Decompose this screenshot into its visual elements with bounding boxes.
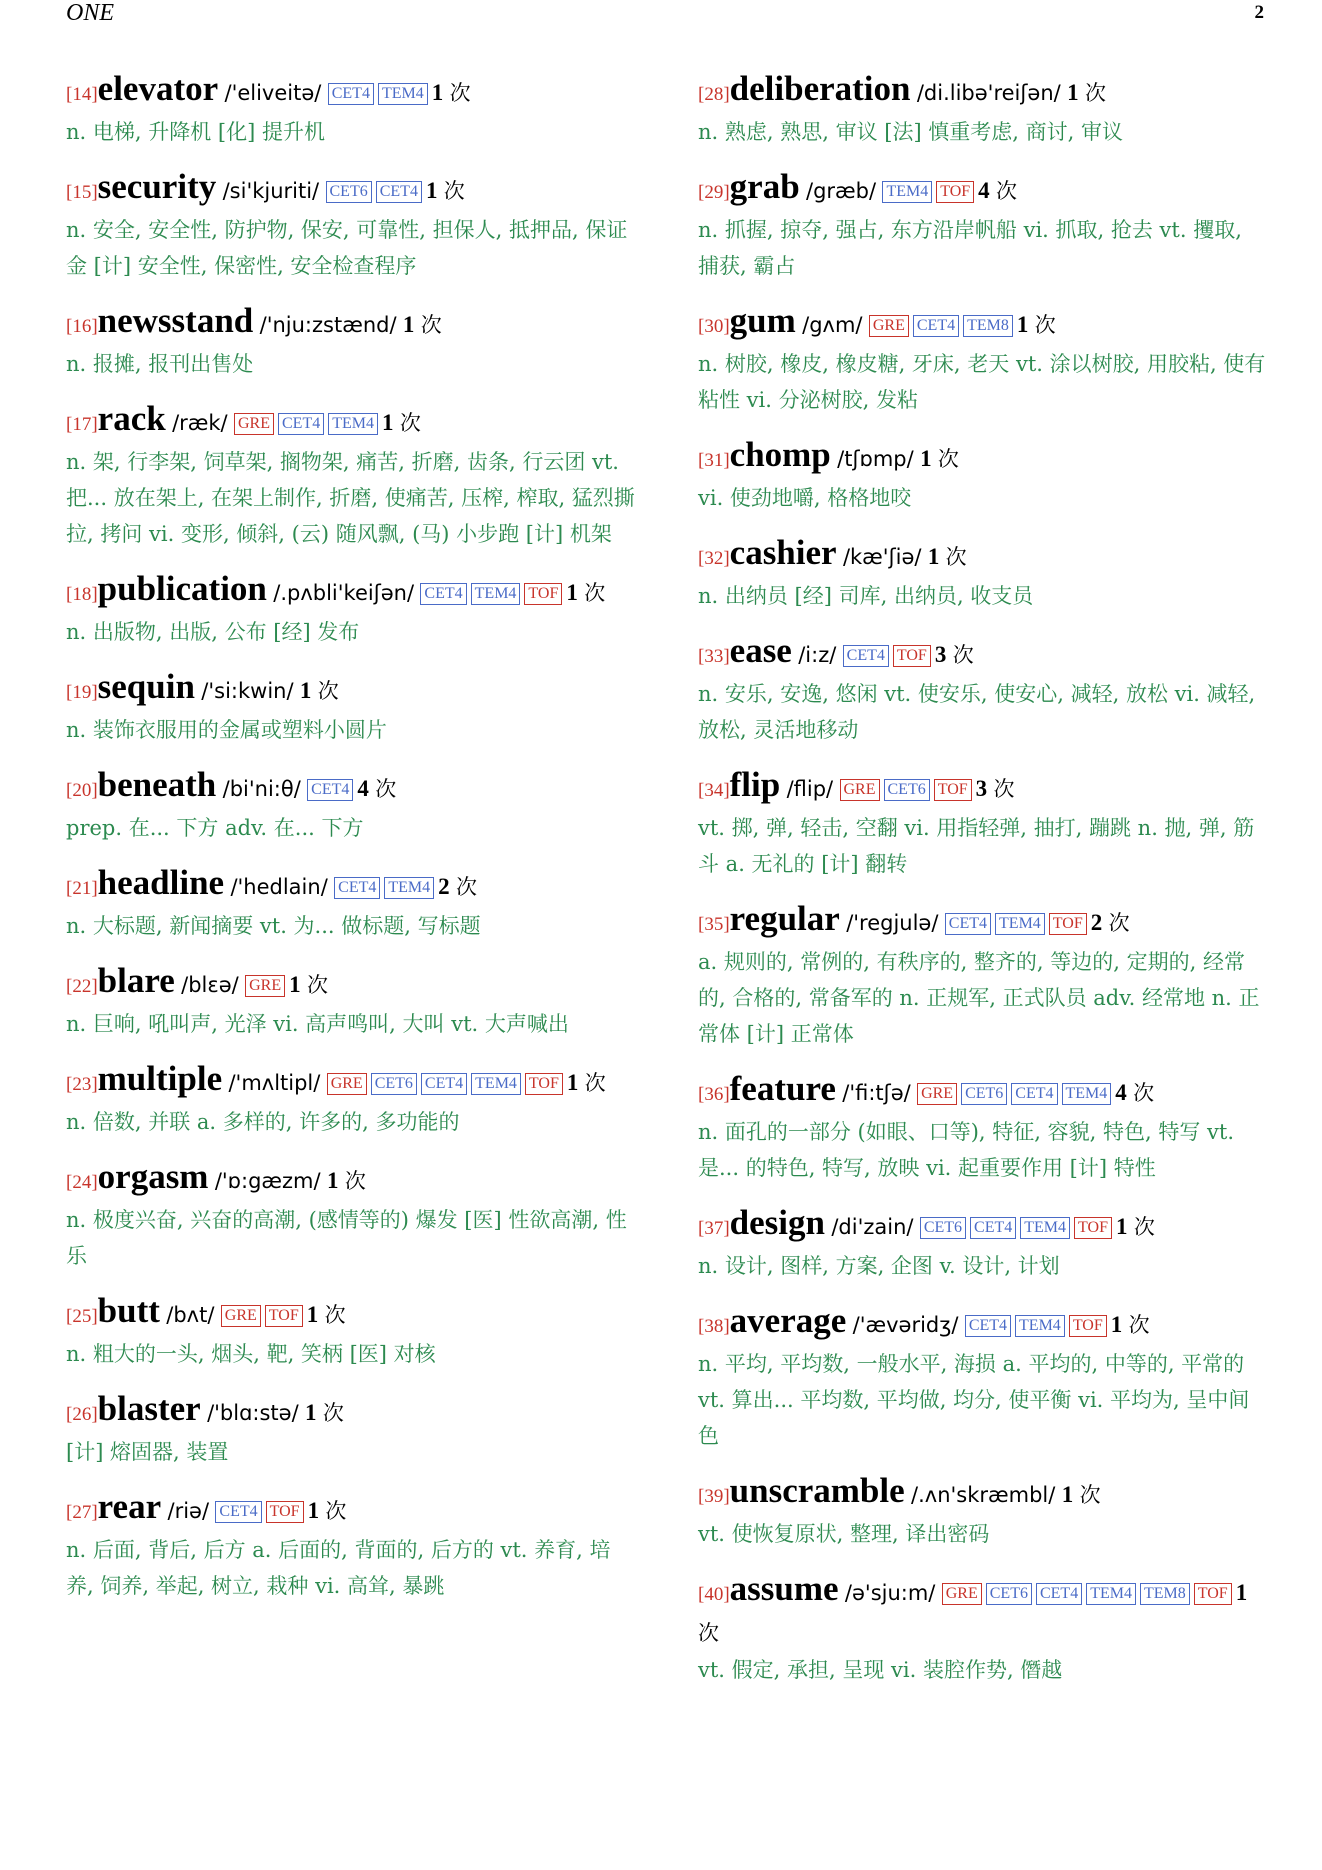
exam-tag: TOF [266,1501,304,1523]
count-unit: 次 [324,1303,346,1327]
entry-headline [698,1070,1268,1114]
exam-tag: TEM4 [1020,1217,1070,1239]
exam-tag: TOF [1074,1217,1112,1239]
entry-index: [15] [66,182,98,203]
exam-tag: TEM8 [963,315,1013,337]
headword: publication [97,569,267,608]
pronunciation: /'mʌltipl/ [228,1071,321,1095]
exam-tag: GRE [245,975,285,997]
headword: flip [729,765,781,804]
headword: average [729,1301,847,1340]
word-entry [66,168,636,284]
occurrence-count: 1 [305,1400,317,1425]
word-entry [66,1158,636,1274]
occurrence-count: 3 [975,776,988,801]
definition: n. 树胶, 橡皮, 橡皮糖, 牙床, 老天 vt. 涂以树胶, 用胶粘, 使有粘性 vi. 分泌树胶, 发粘 [698,352,1266,412]
pronunciation: /si'kjuriti/ [222,179,320,203]
headword: butt [97,1291,160,1330]
definition: n. 后面, 背后, 后方 a. 后面的, 背面的, 后方的 vt. 养育, 培养, 饲养, 举起, 树立, 栽种 vi. 高耸, 暴跳 [66,1538,611,1598]
headword: unscramble [729,1471,905,1510]
occurrence-count: 1 [920,446,932,471]
count-unit: 次 [399,411,421,435]
entry-headline [66,168,636,212]
word-entry [66,864,636,944]
count-unit: 次 [993,777,1015,801]
word-entry [66,570,636,650]
exam-tag: TOF [1194,1583,1232,1605]
count-unit: 次 [1079,1483,1101,1507]
pronunciation: /bʌt/ [166,1303,215,1327]
count-unit: 次 [584,1071,606,1095]
entry-index: [25] [66,1306,98,1327]
exam-tag: CET4 [945,913,991,935]
count-unit: 次 [443,179,465,203]
word-entry [66,1060,636,1140]
entry-index: [29] [698,182,730,203]
exam-tag: GRE [221,1305,261,1327]
pronunciation: /di'zain/ [831,1215,914,1239]
headword: chomp [729,435,831,474]
exam-tag: TEM4 [995,913,1045,935]
left-column [66,70,636,1604]
count-unit: 次 [937,447,959,471]
headword: sequin [97,667,195,706]
entry-headline [698,1570,1268,1652]
pronunciation: /'ɒ:gæzm/ [214,1169,321,1193]
word-entry [698,1570,1268,1688]
definition: vi. 使劲地嚼, 格格地咬 [698,486,912,510]
pronunciation: /'nju:zstænd/ [259,313,397,337]
definition: n. 电梯, 升降机 [化] 提升机 [66,120,325,144]
definition: n. 粗大的一头, 烟头, 靶, 笑柄 [医] 对核 [66,1342,436,1366]
word-entry [698,1204,1268,1284]
entry-headline [698,1302,1268,1346]
word-entry [698,632,1268,748]
definition: a. 规则的, 常例的, 有秩序的, 整齐的, 等边的, 定期的, 经常的, 合格的, 常备军的 n. 正规军, 正式队员 adv. 经常地 n. 正常体 [计] 正常体 [698,950,1260,1046]
count-unit: 次 [322,1401,344,1425]
exam-tag: TOF [1049,913,1087,935]
occurrence-count: 4 [357,776,369,801]
word-entry [698,900,1268,1052]
word-entry [698,436,1268,516]
entry-index: [39] [698,1486,730,1507]
entry-index: [22] [66,976,98,997]
headword: gum [729,301,796,340]
exam-tag: CET4 [376,181,422,203]
exam-tag: GRE [840,779,880,801]
entry-index: [24] [66,1172,98,1193]
count-unit: 次 [375,777,397,801]
word-entry [66,962,636,1042]
count-unit: 次 [420,313,442,337]
exam-tag: CET4 [913,315,959,337]
exam-tag: TEM4 [384,877,434,899]
pronunciation: /ə'sju:m/ [844,1581,936,1605]
exam-tag: TOF [524,583,562,605]
entry-headline [698,436,1268,480]
pronunciation: /ræk/ [172,411,228,435]
occurrence-count: 1 [1061,1482,1074,1507]
pronunciation: /'hedlain/ [230,875,328,899]
pronunciation: /blɛə/ [181,973,239,997]
exam-tag: CET4 [421,1073,467,1095]
pronunciation: /græb/ [806,179,877,203]
headword: security [97,167,217,206]
pronunciation: /'fi:tʃə/ [842,1081,911,1105]
exam-tag: CET6 [986,1583,1032,1605]
headword: rear [97,1487,162,1526]
exam-tag: CET6 [884,779,930,801]
exam-tag: TEM4 [471,1073,521,1095]
pronunciation: /i:z/ [798,643,837,667]
exam-tag: CET6 [371,1073,417,1095]
pronunciation: /'ævəridʒ/ [852,1313,959,1337]
entry-index: [16] [66,316,98,337]
entry-headline [66,1390,636,1434]
entry-headline [66,962,636,1006]
entry-headline [66,570,636,614]
definition: n. 报摊, 报刊出售处 [66,352,254,376]
entry-headline [698,1204,1268,1248]
right-column [698,70,1268,1688]
exam-tag: TEM4 [328,413,378,435]
word-entry [66,70,636,150]
headword: feature [729,1069,836,1108]
exam-tag: CET4 [307,779,353,801]
count-unit: 次 [449,81,471,105]
headword: newsstand [97,301,254,340]
pronunciation: /gʌm/ [802,313,863,337]
count-unit: 次 [952,643,974,667]
entry-index: [28] [698,84,730,105]
entry-index: [26] [66,1404,98,1425]
exam-tag: GRE [869,315,909,337]
definition: n. 平均, 平均数, 一般水平, 海损 a. 平均的, 中等的, 平常的 vt. 算出... 平均数, 平均做, 均分, 使平衡 vi. 平均为, 呈中间色 [698,1352,1250,1448]
exam-tag: TOF [525,1073,563,1095]
headword: regular [729,899,840,938]
definition: vt. 假定, 承担, 呈现 vi. 装腔作势, 僭越 [698,1658,1063,1682]
entry-headline [698,70,1268,114]
page-number: 2 [1254,2,1264,23]
definition: n. 架, 行李架, 饲草架, 搁物架, 痛苦, 折磨, 齿条, 行云团 vt. 把... 放在架上, 在架上制作, 折磨, 使痛苦, 压榨, 榨取, 猛烈撕拉, 拷问 vi. 变形, 倾斜, (云) 随风飘, (马) 小步跑 [计] 机架 [66,450,635,546]
entry-headline [66,766,636,810]
exam-tag: CET4 [970,1217,1016,1239]
exam-tag: TOF [934,779,972,801]
word-entry [66,1292,636,1372]
exam-tag: TEM4 [471,583,521,605]
headword: elevator [97,69,219,108]
occurrence-count: 1 [402,312,415,337]
count-unit: 次 [1084,81,1106,105]
entry-headline [698,766,1268,810]
occurrence-count: 3 [934,642,947,667]
headword: headline [97,863,225,902]
count-unit: 次 [456,875,477,899]
entry-index: [18] [66,584,98,605]
exam-tag: CET4 [328,83,374,105]
entry-index: [21] [66,878,98,899]
definition: prep. 在... 下方 adv. 在... 下方 [66,816,364,840]
word-entry [698,1302,1268,1454]
definition: [计] 熔固器, 装置 [66,1440,229,1464]
entry-index: [23] [66,1074,98,1095]
exam-tag: TEM4 [1015,1315,1065,1337]
exam-tag: TEM4 [882,181,932,203]
pronunciation: /'eliveitə/ [224,81,322,105]
exam-tag: TOF [936,181,974,203]
count-unit: 次 [945,545,967,569]
occurrence-count: 1 [299,678,312,703]
occurrence-count: 1 [1235,1580,1248,1605]
exam-tag: CET6 [326,181,372,203]
occurrence-count: 1 [289,972,301,997]
pronunciation: /.ʌn'skræmbl/ [911,1483,1056,1507]
entry-index: [32] [698,548,730,569]
entry-index: [35] [698,914,730,935]
exam-tag: CET6 [961,1083,1007,1105]
headword: rack [97,399,166,438]
word-entry [66,400,636,552]
entry-headline [66,1292,636,1336]
word-entry [698,534,1268,614]
count-unit: 次 [698,1621,719,1645]
occurrence-count: 1 [431,80,444,105]
exam-tag: CET4 [843,645,889,667]
exam-tag: TEM4 [1062,1083,1112,1105]
occurrence-count: 1 [1115,1214,1128,1239]
occurrence-count: 1 [382,410,394,435]
entry-index: [37] [698,1218,730,1239]
entry-index: [14] [66,84,98,105]
count-unit: 次 [317,679,339,703]
entry-headline [698,632,1268,676]
exam-tag: CET4 [965,1315,1011,1337]
definition: n. 装饰衣服用的金属或塑料小圆片 [66,718,387,742]
definition: n. 出纳员 [经] 司库, 出纳员, 收支员 [698,584,1034,608]
word-entry [66,766,636,846]
headword: blaster [97,1389,201,1428]
entry-headline [698,534,1268,578]
exam-tag: TOF [265,1305,303,1327]
pronunciation: /'regjulə/ [846,911,939,935]
count-unit: 次 [1133,1215,1155,1239]
headword: multiple [97,1059,223,1098]
exam-tag: GRE [234,413,274,435]
definition: n. 极度兴奋, 兴奋的高潮, (感情等的) 爆发 [医] 性欲高潮, 性乐 [66,1208,627,1268]
headword: grab [729,167,800,206]
headword: design [729,1203,825,1242]
pronunciation: /flip/ [786,777,834,801]
count-unit: 次 [1108,911,1130,935]
entry-index: [27] [66,1502,98,1523]
count-unit: 次 [325,1499,347,1523]
exam-tag: TEM8 [1140,1583,1190,1605]
definition: n. 设计, 图样, 方案, 企图 v. 设计, 计划 [698,1254,1060,1278]
pronunciation: /riə/ [167,1499,210,1523]
entry-headline [698,1472,1268,1516]
count-unit: 次 [1128,1313,1150,1337]
pronunciation: /di.libə'reiʃən/ [916,81,1061,105]
exam-tag: CET4 [278,413,324,435]
definition: n. 大标题, 新闻摘要 vt. 为... 做标题, 写标题 [66,914,481,938]
exam-tag: GRE [942,1583,982,1605]
headword: orgasm [97,1157,209,1196]
entry-headline [66,1488,636,1532]
entry-headline [66,400,636,444]
occurrence-count: 4 [978,178,990,203]
word-entry [66,1488,636,1604]
exam-tag: TOF [893,645,931,667]
running-header: ONE [66,0,114,26]
word-entry [698,70,1268,150]
exam-tag: CET4 [1036,1583,1082,1605]
word-entry [66,668,636,748]
pronunciation: /kæ'ʃiə/ [842,545,922,569]
occurrence-count: 2 [438,874,450,899]
count-unit: 次 [996,179,1018,203]
definition: n. 抓握, 掠夺, 强占, 东方沿岸帆船 vi. 抓取, 抢去 vt. 攫取, 捕获, 霸占 [698,218,1242,278]
definition: n. 巨响, 吼叫声, 光泽 vi. 高声鸣叫, 大叫 vt. 大声喊出 [66,1012,569,1036]
exam-tag: TEM4 [378,83,428,105]
entry-index: [17] [66,414,98,435]
definition: vt. 掷, 弹, 轻击, 空翻 vi. 用指轻弹, 抽打, 蹦跳 n. 抛, 弹, 筋斗 a. 无礼的 [计] 翻转 [698,816,1255,876]
occurrence-count: 2 [1090,910,1103,935]
definition: n. 熟虑, 熟思, 审议 [法] 慎重考虑, 商讨, 审议 [698,120,1124,144]
entry-index: [20] [66,780,98,801]
exam-tag: GRE [327,1073,367,1095]
exam-tag: CET4 [420,583,466,605]
word-entry [66,1390,636,1470]
entry-headline [66,70,636,114]
occurrence-count: 1 [425,178,438,203]
count-unit: 次 [306,973,328,997]
pronunciation: /'si:kwin/ [201,679,294,703]
occurrence-count: 1 [566,1070,579,1095]
occurrence-count: 1 [927,544,940,569]
entry-index: [38] [698,1316,730,1337]
word-entry [698,766,1268,882]
word-entry [698,168,1268,284]
definition: vt. 使恢复原状, 整理, 译出密码 [698,1522,990,1546]
exam-tag: CET4 [334,877,380,899]
headword: deliberation [729,69,911,108]
headword: cashier [729,533,837,572]
entry-index: [31] [698,450,730,471]
word-entry [66,302,636,382]
entry-index: [40] [698,1584,730,1605]
occurrence-count: 1 [307,1498,320,1523]
definition: n. 出版物, 出版, 公布 [经] 发布 [66,620,360,644]
pronunciation: /.pʌbli'keiʃən/ [273,581,415,605]
entry-index: [36] [698,1084,730,1105]
occurrence-count: 1 [1110,1312,1123,1337]
entry-headline [698,302,1268,346]
pronunciation: /'blɑ:stə/ [207,1401,299,1425]
headword: beneath [97,765,217,804]
entry-headline [66,1060,636,1104]
entry-headline [698,168,1268,212]
headword: ease [729,631,792,670]
word-entry [698,1472,1268,1552]
headword: assume [729,1569,839,1608]
count-unit: 次 [1133,1081,1155,1105]
exam-tag: TEM4 [1086,1583,1136,1605]
occurrence-count: 1 [1016,312,1029,337]
entry-index: [19] [66,682,98,703]
exam-tag: CET4 [1011,1083,1057,1105]
count-unit: 次 [584,581,606,605]
entry-headline [66,1158,636,1202]
entry-index: [33] [698,646,730,667]
count-unit: 次 [344,1169,366,1193]
entry-headline [66,302,636,346]
exam-tag: CET4 [215,1501,261,1523]
word-entry [698,302,1268,418]
definition: n. 安乐, 安逸, 悠闲 vt. 使安乐, 使安心, 减轻, 放松 vi. 减轻, 放松, 灵活地移动 [698,682,1256,742]
occurrence-count: 4 [1115,1080,1127,1105]
definition: n. 面孔的一部分 (如眼、口等), 特征, 容貌, 特色, 特写 vt. 是... 的特色, 特写, 放映 vi. 起重要作用 [计] 特性 [698,1120,1234,1180]
entry-headline [698,900,1268,944]
occurrence-count: 1 [566,580,578,605]
pronunciation: /bi'ni:θ/ [222,777,301,801]
exam-tag: TOF [1069,1315,1107,1337]
entry-index: [34] [698,780,730,801]
occurrence-count: 1 [306,1302,319,1327]
definition: n. 倍数, 并联 a. 多样的, 许多的, 多功能的 [66,1110,460,1134]
entry-index: [30] [698,316,730,337]
entry-headline [66,864,636,908]
occurrence-count: 1 [326,1168,339,1193]
headword: blare [97,961,175,1000]
word-entry [698,1070,1268,1186]
occurrence-count: 1 [1067,80,1079,105]
pronunciation: /tʃɒmp/ [837,447,914,471]
count-unit: 次 [1034,313,1056,337]
exam-tag: CET6 [920,1217,966,1239]
definition: n. 安全, 安全性, 防护物, 保安, 可靠性, 担保人, 抵押品, 保证金 [计] 安全性, 保密性, 安全检查程序 [66,218,628,278]
exam-tag: GRE [917,1083,957,1105]
entry-headline [66,668,636,712]
